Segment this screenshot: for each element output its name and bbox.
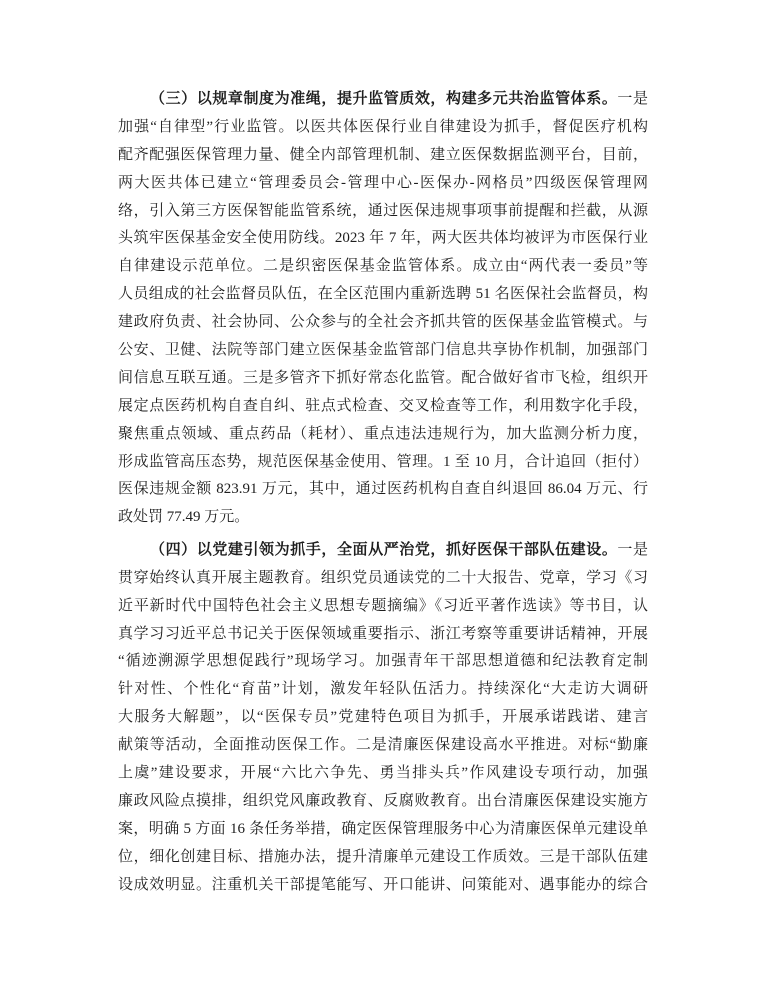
document-body	[118, 86, 648, 904]
paragraph-line: 聚焦重点领域、重点药品（耗材）、重点违法违规行为，加大监测分析力度，	[118, 425, 648, 442]
paragraph-text: 一是	[617, 91, 648, 107]
paragraph-line: 廉政风险点摸排，组织党风廉政教育、反腐败教育。出台清廉医保建设实施方	[118, 792, 648, 809]
paragraph-line: 人员组成的社会监督员队伍，在全区范围内重新选聘 51 名医保社会监督员，构	[118, 286, 648, 303]
paragraph-line: 近平新时代中国特色社会主义思想专题摘编》《习近平著作选读》等书目，认	[118, 597, 648, 614]
paragraph-line: 针对性、个性化“育苗”计划，激发年轻队伍活力。持续深化“大走访大调研	[118, 681, 648, 698]
paragraph-line: 间信息互联互通。三是多管齐下抓好常态化监管。配合做好省市飞检，组织开	[118, 369, 648, 386]
paragraph-section-4	[118, 537, 648, 900]
paragraph-section-3	[118, 86, 648, 532]
paragraph-line: 络，引入第三方医保智能监管系统，通过医保违规事项事前提醒和拦截，从源	[118, 202, 648, 219]
paragraph-line	[118, 86, 648, 114]
paragraph-line: 设成效明显。注重机关干部提笔能写、开口能讲、问策能对、遇事能办的综合	[118, 876, 648, 893]
paragraph-line: 真学习习近平总书记关于医保领域重要指示、浙江考察等重要讲话精神，开展	[118, 625, 648, 642]
paragraph-text: 一是	[617, 541, 648, 558]
paragraph-line: 头筑牢医保基金安全使用防线。2023 年 7 年，两大医共体均被评为市医保行业	[118, 230, 648, 247]
paragraph-line: 案，明确 5 方面 16 条任务举措，确定医保管理服务中心为清廉医保单元建设单	[118, 820, 648, 837]
paragraph-line: 献策等活动，全面推动医保工作。二是清廉医保建设高水平推进。对标“勤廉	[118, 737, 648, 754]
paragraph-line: 加强“自律型”行业监管。以医共体医保行业自律建设为抓手，督促医疗机构	[118, 118, 648, 135]
paragraph-line: 公安、卫健、法院等部门建立医保基金监管部门信息共享协作机制，加强部门	[118, 342, 648, 359]
paragraph-line: “循迹溯源学思想促践行”现场学习。加强青年干部思想道德和纪法教育定制	[118, 653, 648, 670]
paragraph-line: 位，细化创建目标、措施办法，提升清廉单元建设工作质效。三是干部队伍建	[118, 848, 648, 865]
paragraph-line: 形成监管高压态势，规范医保基金使用、管理。1 至 10 月，合计追回（拒付）	[118, 453, 648, 470]
paragraph-line: 医保违规金额 823.91 万元，其中，通过医药机构自查自纠退回 86.04 万元、行	[118, 481, 648, 498]
paragraph-line: 政处罚 77.49 万元。	[118, 509, 250, 526]
paragraph-line	[118, 537, 648, 565]
paragraph-line: 大服务大解题”，以“医保专员”党建特色项目为抓手，开展承诺践诺、建言	[118, 709, 648, 726]
paragraph-line: 建政府负责、社会协同、公众参与的全社会齐抓共管的医保基金监管模式。与	[118, 314, 648, 331]
paragraph-line: 展定点医药机构自查自纠、驻点式检查、交叉检查等工作，利用数字化手段，	[118, 397, 648, 414]
section-heading: （四）以党建引领为抓手，全面从严治党，抓好医保干部队伍建设。	[150, 541, 618, 558]
paragraph-line: 两大医共体已建立“管理委员会-管理中心-医保办-网格员”四级医保管理网	[118, 174, 648, 191]
paragraph-line: 上虞”建设要求，开展“六比六争先、勇当排头兵”作风建设专项行动，加强	[118, 764, 648, 781]
paragraph-line: 贯穿始终认真开展主题教育。组织党员通读党的二十大报告、党章，学习《习	[118, 569, 648, 586]
paragraph-line: 自律建设示范单位。二是织密医保基金监管体系。成立由“两代表一委员”等	[118, 258, 648, 275]
section-heading: （三）以规章制度为准绳，提升监管质效，构建多元共治监管体系。	[150, 91, 618, 107]
paragraph-line: 配齐配强医保管理力量、健全内部管理机制、建立医保数据监测平台，目前，	[118, 146, 648, 163]
